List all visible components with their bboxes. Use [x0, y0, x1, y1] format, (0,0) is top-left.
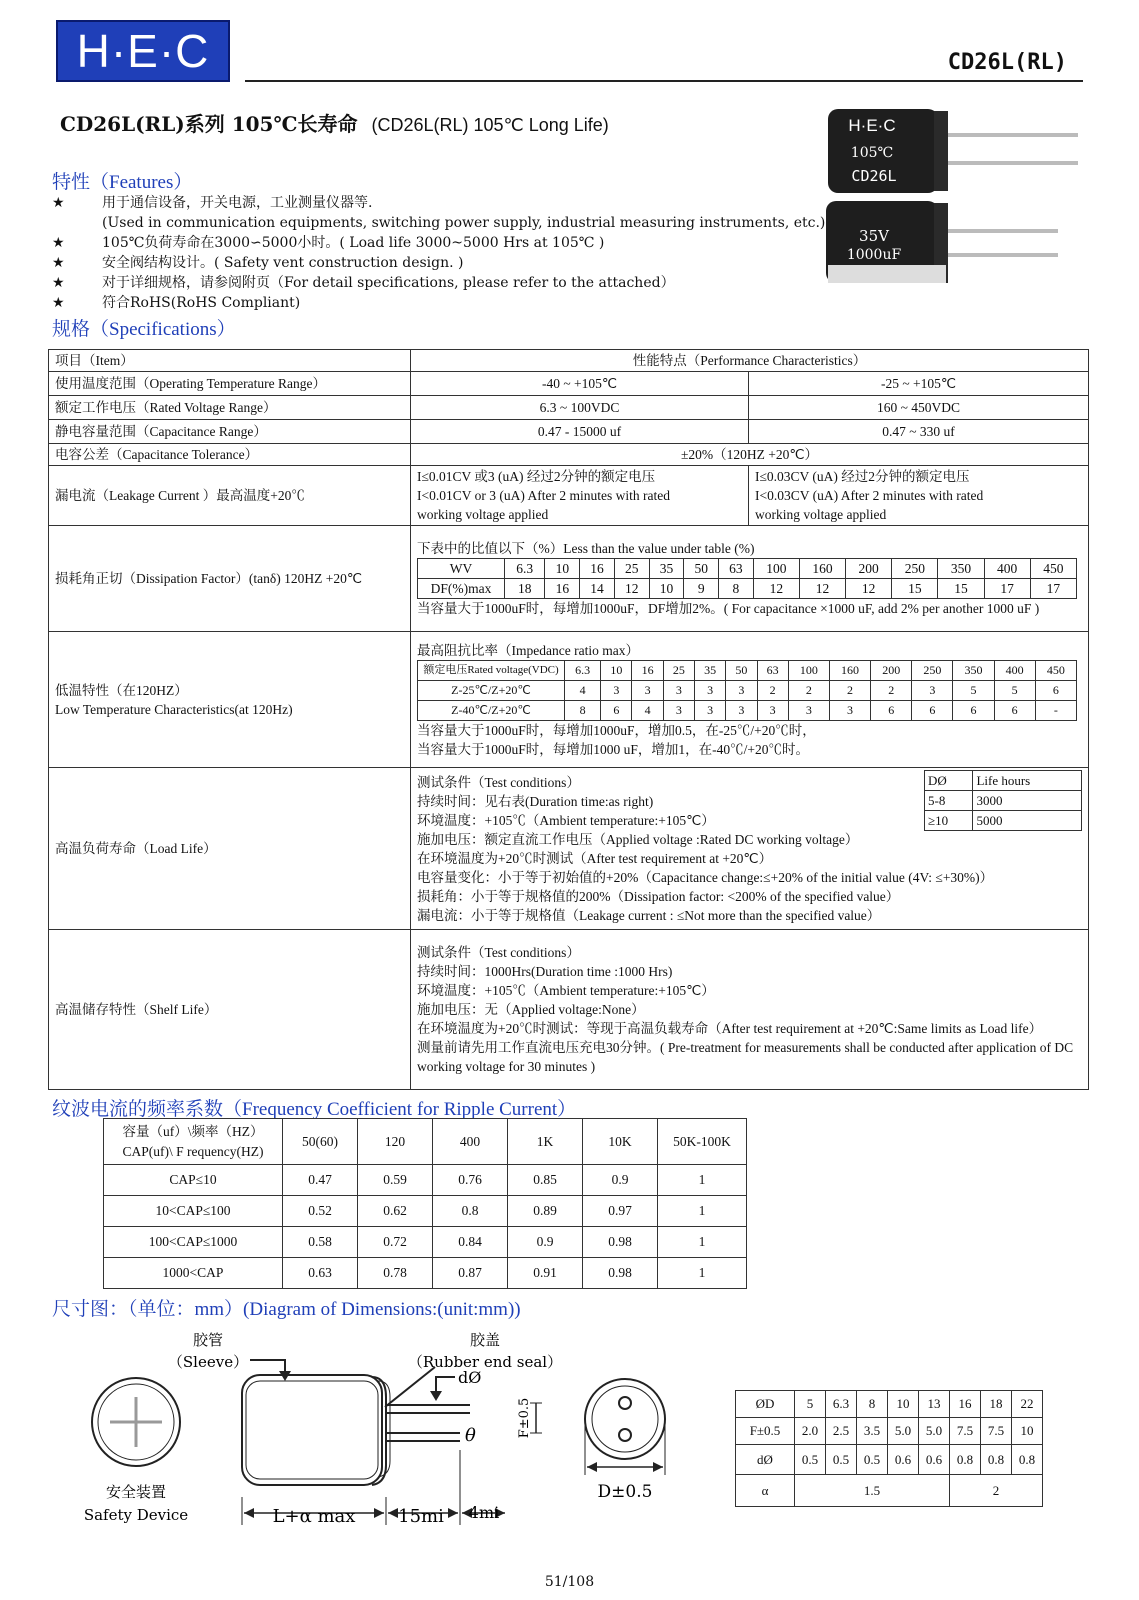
safety-en: Safety Device	[83, 1506, 189, 1524]
op-temp-a: -40 ~ +105℃	[411, 372, 749, 396]
op-temp-label: 使用温度范围（Operating Temperature Range）	[49, 372, 411, 396]
ripple-row: CAP≤10 0.47 0.59 0.76 0.85 0.9 1	[104, 1165, 747, 1196]
df-value-row: DF(%)max 18 16 14 12 10 9 8 12 12 12 15 15 17 17	[418, 579, 1077, 599]
photo-capacitance: 1000uF	[846, 247, 902, 263]
leakage-b: I≤0.03CV (uA) 经过2分钟的额定电压 I<0.03CV (uA) After 2 minutes with rated working voltage applied	[749, 466, 1089, 526]
d-label: D±0.5	[597, 1482, 653, 1502]
low-temp-label: 低温特性（在120HZ） Low Temperature Characteristics(at 120Hz)	[49, 632, 411, 768]
shelf-life-line: 持续时间：1000Hrs(Duration time :1000 Hrs)	[417, 964, 673, 979]
load-life-line: 电容量变化：小于等于初始值的+20%（Capacitance change:≤+20% of the initial value (4V: ≤+30%)）	[417, 869, 994, 885]
low-temp-intro: 最高阻抗比率（Impedance ratio max）	[417, 642, 639, 658]
features-list	[52, 193, 825, 313]
dimension-diagram	[80, 1325, 700, 1560]
ripple-corner: 容量（uf）\频率（HZ） CAP(uf)\ F requency(HZ)	[104, 1119, 283, 1165]
df-label: 损耗角正切（Dissipation Factor）(tanδ) 120HZ +20℃	[49, 526, 411, 632]
ripple-table: 容量（uf）\频率（HZ） CAP(uf)\ F requency(HZ) 50(60) 120 400 1K 10K 50K-100K CAP≤10 0.47 0.59 0.76 0.85 0.9 1 10<CAP≤100 0.52 0.62 0.8 0.89 0.97 1 100<CAP≤1000 0.58 0.72 0.84 0.9 0.98 1 1000<CAP 0.63 0.78 0.87 0.91 0.98 1	[103, 1118, 747, 1289]
title-cn: CD26L(RL)系列 105℃长寿命	[60, 112, 358, 136]
ripple-heading: 纹波电流的频率系数（Frequency Coefficient for Ripple Current）	[52, 1099, 577, 1120]
ripple-row: 100<CAP≤1000 0.58 0.72 0.84 0.9 0.98 1	[104, 1227, 747, 1258]
feature-item: ★ 安全阀结构设计。( Safety vent construction design. )	[52, 255, 464, 271]
shelf-life-line: 施加电压：无（Applied voltage:None）	[417, 1002, 645, 1017]
seal-en: （Rubber end seal）	[407, 1353, 563, 1371]
lead-4-label: 4mi	[468, 1503, 500, 1522]
load-life-cell	[411, 768, 1089, 930]
shelf-life-line: 测量前请先用工作直流电压充电30分钟。( Pre-treatment for measurements shall be conducted after application of DC working voltage for 30 minutes )	[417, 1040, 1074, 1074]
hec-logo: H·E·C	[56, 20, 230, 82]
safety-cn: 安全装置	[105, 1483, 167, 1501]
ripple-row: 1000<CAP 0.63 0.78 0.87 0.91 0.98 1	[104, 1258, 747, 1289]
df-wv-row: WV 6.3 10 16 25 35 50 63 100 160 200 250 350 400 450	[418, 559, 1077, 579]
life-hours-table: DØ Life hours 5-8 3000 ≥10 5000	[924, 770, 1082, 831]
f-label: F±0.5	[517, 1397, 532, 1439]
model-code: CD26L(RL)	[947, 50, 1067, 75]
load-life-line: 环境温度：+105℃（Ambient temperature:+105℃）	[417, 812, 715, 828]
capacitance-b: 0.47 ~ 330 uf	[749, 420, 1089, 444]
shelf-life-line: 测试条件（Test conditions）	[417, 945, 580, 960]
lead-15-label: 15mi	[398, 1506, 444, 1527]
photo-series: CD26L	[851, 167, 897, 185]
shelf-life-cell	[411, 930, 1089, 1090]
item-header: 项目（Item）	[49, 350, 411, 372]
load-life-line: 测试条件（Test conditions）	[417, 774, 580, 790]
capacitance-label: 静电容量范围（Capacitance Range）	[49, 420, 411, 444]
seal-cn: 胶盖	[469, 1331, 501, 1349]
shelf-life-line: 环境温度：+105℃（Ambient temperature:+105℃）	[417, 983, 715, 998]
impedance-row-25: Z-25℃/Z+20℃ 4 3 3 3 3 3 2 2 2 2 3 5 5 6	[418, 680, 1077, 700]
low-temp-note-2: 当容量大于1000uF时，每增加1000 uF，增加1，在-40℃/+20℃时。	[417, 741, 810, 757]
feature-item: ★ 符合RoHS(RoHS Compliant)	[52, 295, 301, 311]
tolerance-value: ±20%（120HZ +20℃）	[411, 444, 1089, 466]
impedance-voltage-row: 额定电压Rated voltage(VDC) 6.3 10 16 25 35 50 63 100 160 200 250 350 400 450	[418, 660, 1077, 680]
feature-item: ★ 对于详细规格，请参阅附页（For detail specifications, please refer to the attached）	[52, 275, 675, 291]
voltage-b: 160 ~ 450VDC	[749, 396, 1089, 420]
spec-table	[48, 349, 1089, 1090]
load-life-label: 高温负荷寿命（Load Life）	[49, 768, 411, 930]
voltage-a: 6.3 ~ 100VDC	[411, 396, 749, 420]
shelf-life-label: 高温储存特性（Shelf Life）	[49, 930, 411, 1090]
leakage-a: I≤0.01CV 或3 (uA) 经过2分钟的额定电压 I<0.01CV or 3 (uA) After 2 minutes with rated working voltage applied	[411, 466, 749, 526]
theta-label: θ	[465, 1425, 476, 1446]
title-en: (CD26L(RL) 105℃ Long Life)	[371, 115, 609, 135]
shelf-life-line: 在环境温度为+20℃时测试：等现于高温负载寿命（After test requirement at +20℃:Same limits as Load life）	[417, 1021, 1043, 1036]
load-life-line: 漏电流：小于等于规格值（Leakage current : ≤Not more than the specified value）	[417, 907, 881, 923]
leakage-label: 漏电流（Leakage Current ）最高温度+20℃	[49, 466, 411, 526]
op-temp-b: -25 ~ +105℃	[749, 372, 1089, 396]
load-life-line: 施加电压：额定直流工作电压（Applied voltage :Rated DC working voltage）	[417, 831, 859, 847]
ripple-row: 10<CAP≤100 0.52 0.62 0.8 0.89 0.97 1	[104, 1196, 747, 1227]
capacitance-a: 0.47 - 15000 uf	[411, 420, 749, 444]
dimension-table: ØD 5 6.3 8 10 13 16 18 22 F±0.5 2.0 2.5 3.5 5.0 5.0 7.5 7.5 10 dØ 0.5 0.5 0.5 0.6 0.6 0.8 0.8 0.8 α 1.5 2	[735, 1390, 1043, 1507]
low-temp-note-1: 当容量大于1000uF时，每增加1000uF，增加0.5，在-25℃/+20℃时，	[417, 722, 816, 738]
voltage-label: 额定工作电压（Rated Voltage Range）	[49, 396, 411, 420]
df-table	[417, 558, 1077, 599]
feature-item: (Used in communication equipments, switching power supply, industrial measuring instruments, etc.)	[102, 215, 826, 231]
impedance-row-40: Z-40℃/Z+20℃ 8 6 4 3 3 3 3 3 3 6 6 6 6 -	[418, 700, 1077, 720]
perf-header: 性能特点（Performance Characteristics）	[411, 350, 1089, 372]
photo-temp: 105℃	[850, 145, 894, 161]
dimensions-heading: 尺寸图：（单位：mm）(Diagram of Dimensions:(unit:mm))	[52, 1299, 521, 1320]
sleeve-cn: 胶管	[192, 1331, 224, 1349]
page-title	[60, 108, 609, 137]
specs-heading: 规格（Specifications）	[52, 319, 236, 340]
feature-item: ★ 用于通信设备，开关电源，工业测量仪器等.	[52, 195, 373, 211]
load-life-line: 持续时间：见右表(Duration time:as right)	[417, 793, 654, 809]
page-number: 51/108	[544, 1574, 595, 1590]
feature-item: ★ 105℃负荷寿命在3000∽5000小时。( Load life 3000~5000 Hrs at 105℃ )	[52, 235, 605, 251]
tolerance-label: 电容公差（Capacitance Tolerance）	[49, 444, 411, 466]
low-temp-cell	[411, 632, 1089, 768]
df-note: 当容量大于1000uF时，每增加1000uF，DF增加2%。( For capacitance ×1000 uF, add 2% per another 1000 uF )	[417, 601, 1040, 616]
load-life-line: 损耗角：小于等于规格值的200%（Dissipation factor: <200% of the specified value）	[417, 888, 900, 904]
features-heading: 特性（Features）	[52, 172, 193, 193]
load-life-line: 在环境温度为+20℃时测试（After test requirement at +20℃）	[417, 850, 773, 866]
dd-label: dØ	[458, 1368, 482, 1387]
header-rule	[245, 80, 1083, 82]
photo-brand: H·E·C	[848, 116, 896, 135]
length-label: L+α max	[272, 1506, 356, 1527]
df-cell	[411, 526, 1089, 632]
photo-voltage: 35V	[859, 227, 889, 245]
df-intro: 下表中的比值以下（%）Less than the value under table (%)	[417, 541, 755, 556]
sleeve-en: （Sleeve）	[167, 1353, 249, 1371]
capacitor-photo	[822, 105, 1087, 285]
impedance-table	[417, 660, 1077, 721]
